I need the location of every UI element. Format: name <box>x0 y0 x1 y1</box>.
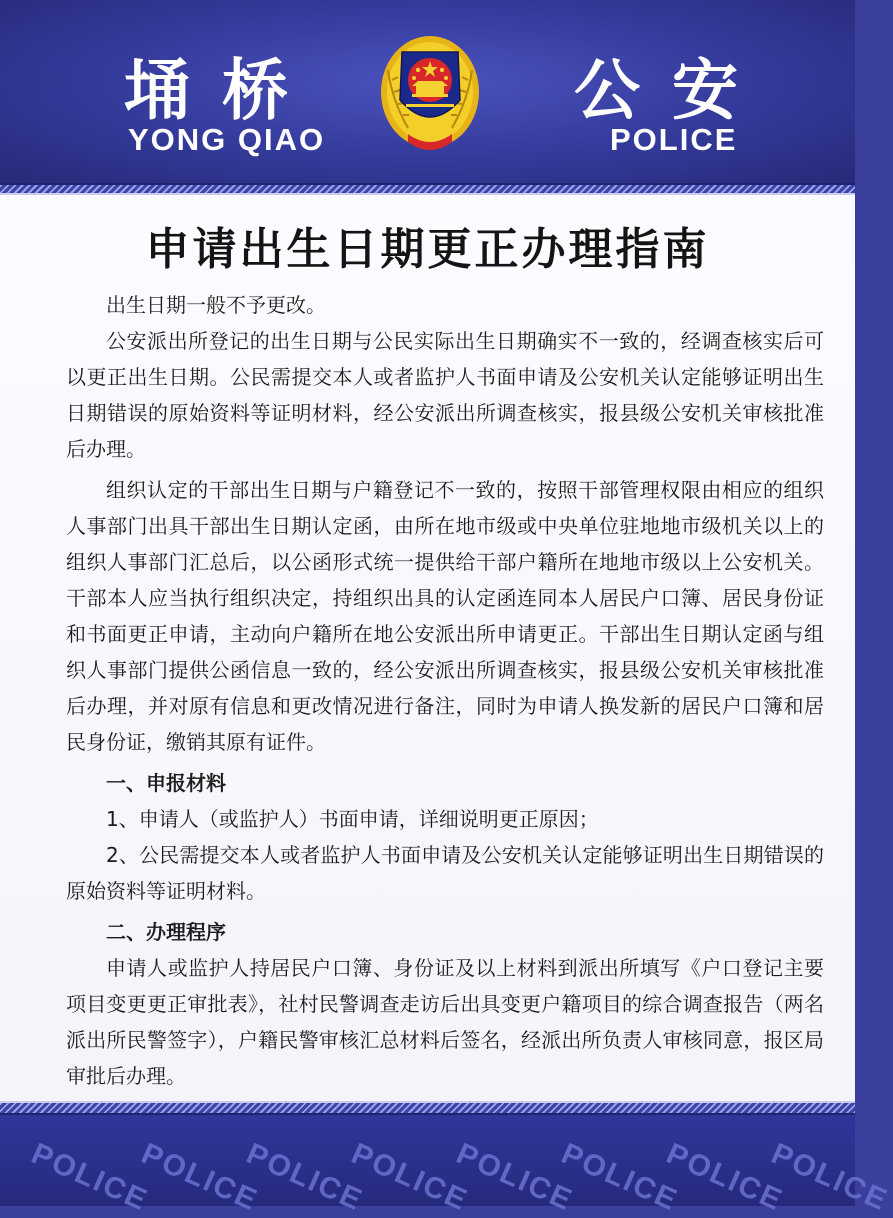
police-watermark: POLICE <box>241 1137 368 1218</box>
police-title-cn: 公安 <box>574 52 770 129</box>
guide-body <box>66 287 824 1094</box>
district-name-en: YONG QIAO <box>128 122 326 157</box>
paragraph-cadre: 组织认定的干部出生日期与户籍登记不一致的，按照干部管理权限由相应的组织人事部门出具干部出生日期认定函，由所在地市级或中央单位驻地地市级机关以上的组织人事部门汇总后，以公函形式统一提供给干部户籍所在地地市级以上公安机关。干部本人应当执行组织决定，持组织出具的认定函连同本人居民户口簿、居民身份证和书面更正申请，主动向户籍所在地公安派出所申请更正。干部出生日期认定函与组织人事部门提供公函信息一致的，经公安派出所调查核实，报县级公安机关审核批准后办理，并对原有信息和更改情况进行备注，同时为申请人换发新的居民户口簿和居民身份证，缴销其原有证件。 <box>66 478 824 754</box>
police-watermark: POLICE <box>766 1137 893 1218</box>
paragraph-general: 公安派出所登记的出生日期与公民实际出生日期确实不一致的，经调查核实后可以更正出生日期。公民需提交本人或者监护人书面申请及公安机关认定能够证明出生日期错误的原始资料等证明材料，经公安派出所调查核实，报县级公安机关审核批准后办理。 <box>66 329 824 461</box>
section-materials-heading: 一、申报材料 <box>106 771 226 795</box>
footer-band <box>0 1115 893 1218</box>
section-procedure-heading: 二、办理程序 <box>106 920 226 944</box>
header-divider <box>0 183 855 195</box>
police-watermark: POLICE <box>451 1137 578 1218</box>
content-panel <box>0 195 855 1101</box>
police-watermark: POLICE <box>556 1137 683 1218</box>
materials-item: 2、公民需提交本人或者监护人书面申请及公安机关认定能够证明出生日期错误的原始资料等证明材料。 <box>66 843 824 903</box>
header-band <box>0 0 855 183</box>
procedure-text: 申请人或监护人持居民户口簿、身份证及以上材料到派出所填写《户口登记主要项目变更更正审批表》，社村民警调查走访后出具变更户籍项目的综合调查报告（两名派出所民警签字），户籍民警审核汇总材料后签名，经派出所负责人审核同意，报区局审批后办理。 <box>66 956 824 1088</box>
page-title: 申请出生日期更正办理指南 <box>145 224 710 275</box>
police-watermark: POLICE <box>136 1137 263 1218</box>
materials-item: 1、申请人（或监护人）书面申请，详细说明更正原因； <box>106 807 599 831</box>
police-emblem-icon <box>378 30 482 160</box>
police-watermark: POLICE <box>661 1137 788 1218</box>
paragraph-intro: 出生日期一般不予更改。 <box>106 293 326 317</box>
police-title-en: POLICE <box>610 122 738 157</box>
footer-divider <box>0 1101 855 1115</box>
district-name-cn: 埇桥 <box>124 52 320 129</box>
police-watermark: POLICE <box>346 1137 473 1218</box>
police-watermark: POLICE <box>26 1137 153 1218</box>
